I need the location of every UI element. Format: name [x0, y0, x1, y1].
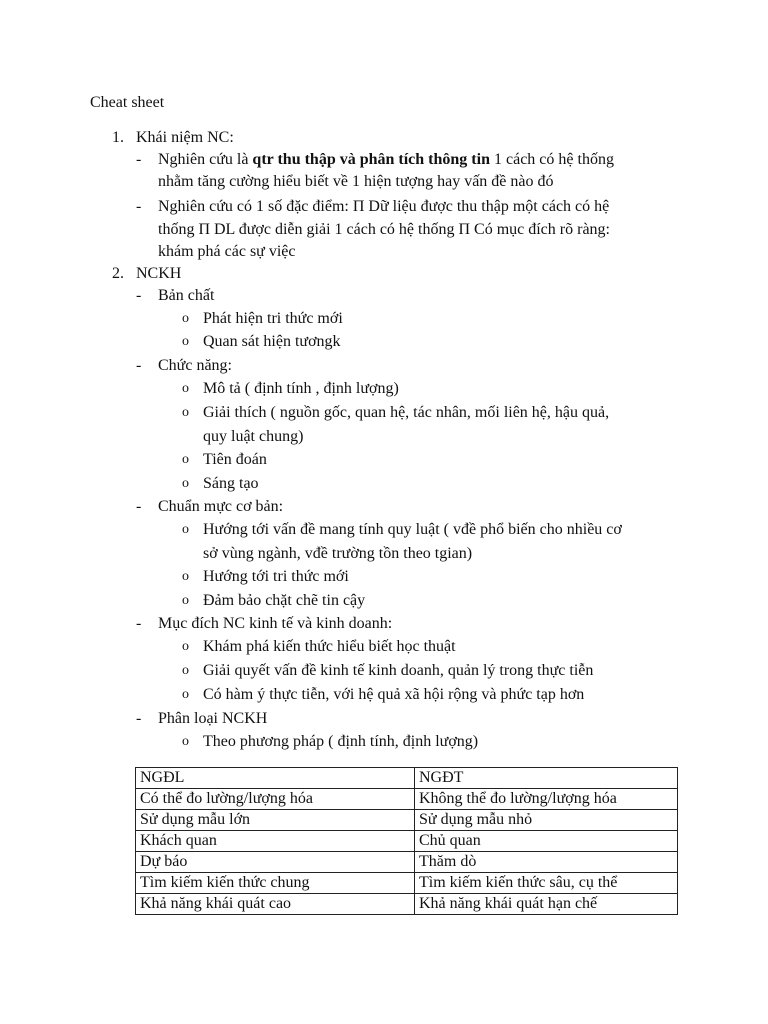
table-cell: Sử dụng mẫu lớn	[136, 810, 415, 831]
dash-bullet: -	[136, 615, 142, 632]
sub-bullet-text: Quan sát hiện tươngk	[203, 333, 341, 350]
table-row	[136, 768, 678, 789]
sub-bullet-text: Tiên đoán	[203, 451, 267, 468]
comparison-table	[135, 767, 678, 915]
bullet-text: Chức năng:	[158, 357, 232, 374]
table-row	[136, 852, 678, 873]
circle-bullet: o	[182, 639, 189, 654]
bullet-text: Phân loại NCKH	[158, 710, 268, 727]
bullet-text: Chuẩn mực cơ bản:	[158, 498, 284, 515]
bullet-text: Nghiên cứu là qtr thu thập và phân tích thông tin 1 cách có hệ thống	[158, 151, 614, 168]
sub-bullet-text: Sáng tạo	[203, 475, 259, 492]
table-row	[136, 873, 678, 894]
sub-bullet-text: Theo phương pháp ( định tính, định lượng)	[203, 733, 479, 750]
table-row	[136, 789, 678, 810]
sub-bullet-text: Có hàm ý thực tiễn, với hệ quả xã hội rộng và phức tạp hơn	[203, 686, 585, 703]
bullet-text: Nghiên cứu có 1 số đặc điểm: Π Dữ liệu được thu thập một cách có hệ	[158, 198, 610, 215]
sub-bullet-text: Hướng tới tri thức mới	[203, 568, 349, 585]
table-cell: Chủ quan	[415, 831, 678, 852]
section-number: 2.	[112, 265, 124, 282]
table-cell: Sử dụng mẫu nhỏ	[415, 810, 678, 831]
sub-bullet-text: Đảm bảo chặt chẽ tin cậy	[203, 592, 366, 609]
sub-bullet-text-continuation: sở vùng ngành, vđề trường tồn theo tgian)	[203, 545, 473, 562]
circle-bullet: o	[182, 381, 189, 396]
table-cell: Tìm kiếm kiến thức sâu, cụ thể	[415, 873, 678, 894]
table-cell: Có thể đo lường/lượng hóa	[136, 789, 415, 810]
circle-bullet: o	[182, 687, 189, 702]
circle-bullet: o	[182, 334, 189, 349]
circle-bullet: o	[182, 734, 189, 749]
sub-bullet-text-continuation: quy luật chung)	[203, 428, 304, 445]
circle-bullet: o	[182, 476, 189, 491]
table-cell: Khả năng khái quát cao	[136, 894, 415, 915]
bold-phrase: qtr thu thập và phân tích thông tin	[252, 151, 490, 168]
bullet-text-continuation: thống Π DL được diễn giải 1 cách có hệ thống Π Có mục đích rõ ràng:	[158, 221, 610, 238]
sub-bullet-text: Mô tả ( định tính , định lượng)	[203, 380, 399, 397]
sub-bullet-text: Giải thích ( nguồn gốc, quan hệ, tác nhân, mối liên hệ, hậu quả,	[203, 404, 610, 421]
sub-bullet-text: Hướng tới vấn đề mang tính quy luật ( vđề phổ biến cho nhiều cơ	[203, 521, 622, 538]
circle-bullet: o	[182, 405, 189, 420]
dash-bullet: -	[136, 287, 142, 304]
table-cell: Khách quan	[136, 831, 415, 852]
circle-bullet: o	[182, 569, 189, 584]
circle-bullet: o	[182, 663, 189, 678]
bullet-text: Mục đích NC kinh tế và kinh doanh:	[158, 615, 393, 632]
circle-bullet: o	[182, 452, 189, 467]
circle-bullet: o	[182, 311, 189, 326]
bullet-text: Bản chất	[158, 287, 215, 304]
sub-bullet-text: Phát hiện tri thức mới	[203, 310, 343, 327]
section-number: 1.	[112, 129, 124, 146]
circle-bullet: o	[182, 593, 189, 608]
table-cell: Thăm dò	[415, 852, 678, 873]
dash-bullet: -	[136, 357, 142, 374]
table-cell: Tìm kiếm kiến thức chung	[136, 873, 415, 894]
table-cell: Không thể đo lường/lượng hóa	[415, 789, 678, 810]
table-cell: NGĐL	[136, 768, 415, 789]
sub-bullet-text: Giải quyết vấn đề kinh tế kinh doanh, quản lý trong thực tiễn	[203, 662, 594, 679]
sub-bullet-text: Khám phá kiến thức hiểu biết học thuật	[203, 638, 456, 655]
document-title: Cheat sheet	[90, 94, 165, 111]
table-cell: Khả năng khái quát hạn chế	[415, 894, 678, 915]
bullet-text-continuation: nhằm tăng cường hiểu biết về 1 hiện tượng hay vấn đề nào đó	[158, 173, 554, 190]
dash-bullet: -	[136, 710, 142, 727]
section-heading: NCKH	[136, 265, 182, 282]
dash-bullet: -	[136, 151, 142, 168]
dash-bullet: -	[136, 198, 142, 215]
table-cell: NGĐT	[415, 768, 678, 789]
bullet-text-continuation: khám phá các sự việc	[158, 243, 296, 260]
table-row	[136, 894, 678, 915]
table-row	[136, 831, 678, 852]
circle-bullet: o	[182, 522, 189, 537]
table-row	[136, 810, 678, 831]
section-heading: Khái niệm NC:	[136, 129, 234, 146]
table-cell: Dự báo	[136, 852, 415, 873]
dash-bullet: -	[136, 498, 142, 515]
